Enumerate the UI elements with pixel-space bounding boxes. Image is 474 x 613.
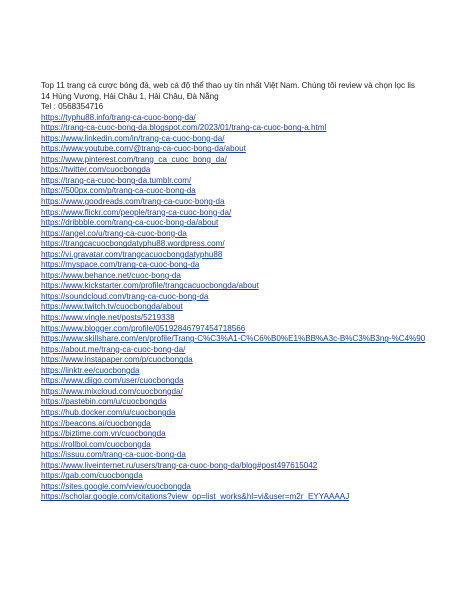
link-item[interactable]: https://www.linkedin.com/in/trang-ca-cuoc-bong-da/ <box>41 133 225 143</box>
link-item[interactable]: https://www.liveinternet.ru/users/trang-ca-cuoc-bong-da/blog#post497615042 <box>41 460 318 470</box>
link-item[interactable]: https://sites.google.com/view/cuocbongda <box>41 481 191 491</box>
link-row <box>41 355 474 366</box>
link-list <box>41 113 474 503</box>
link-item[interactable]: https://twitter.com/cuocbongda <box>41 165 151 175</box>
link-row <box>41 366 474 377</box>
link-row <box>41 429 474 440</box>
link-item[interactable]: https://www.vingle.net/posts/5219338 <box>41 313 175 323</box>
link-row <box>41 450 474 461</box>
link-row <box>41 250 474 261</box>
link-item[interactable]: https://trang-ca-cuoc-bong-da.blogspot.com/2023/01/trang-ca-cuoc-bong-a.html <box>41 123 327 133</box>
address-text: 14 Hùng Vương, Hải Châu 1, Hải Châu, Đà Nẵng <box>41 91 219 101</box>
link-row <box>41 186 474 197</box>
link-row <box>41 218 474 229</box>
link-row <box>41 334 474 345</box>
link-row <box>41 134 474 145</box>
link-row <box>41 419 474 430</box>
link-row <box>41 461 474 472</box>
link-item[interactable]: https://soundcloud.com/trang-ca-cuoc-bong-da <box>41 291 209 301</box>
link-row <box>41 271 474 282</box>
link-row <box>41 239 474 250</box>
link-item[interactable]: https://pastebin.com/u/cuocbongda <box>41 397 167 407</box>
link-item[interactable]: https://www.skillshare.com/en/profile/Trang-C%C3%A1-C%C6%B0%E1%BB%A3c-B%C3%B3ng-%C4%90 <box>41 334 426 344</box>
link-item[interactable]: https://beacons.ai/cuocbongda <box>41 418 151 428</box>
link-item[interactable]: https://gab.com/cuocbongda <box>41 471 143 481</box>
link-item[interactable]: https://www.mixcloud.com/cuocbongda/ <box>41 386 183 396</box>
link-row <box>41 324 474 335</box>
link-item[interactable]: https://dribbble.com/trang-ca-cuoc-bong-da/about <box>41 218 219 228</box>
link-item[interactable]: https://www.blogger.com/profile/05192846797454718566 <box>41 323 246 333</box>
link-item[interactable]: https://scholar.google.com/citations?view_op=list_works&hl=vi&user=m2r_EYYAAAAJ <box>41 492 350 502</box>
phone-text: Tel : 0568354716 <box>41 102 104 112</box>
link-item[interactable]: https://www.youtube.com/@trang-ca-cuoc-bong-da/about <box>41 144 246 154</box>
link-row <box>41 229 474 240</box>
link-row <box>41 302 474 313</box>
link-item[interactable]: https://rollbol.com/cuocbongda <box>41 439 151 449</box>
document-body <box>41 81 474 503</box>
link-row <box>41 260 474 271</box>
link-item[interactable]: https://www.twitch.tv/cuocbongda/about <box>41 302 183 312</box>
link-item[interactable]: https://www.kickstarter.com/profile/trangcacuocbongda/about <box>41 281 259 291</box>
link-row <box>41 387 474 398</box>
link-row <box>41 482 474 493</box>
link-row <box>41 492 474 503</box>
link-item[interactable]: https://500px.com/p/trang-ca-cuoc-bong-da <box>41 186 196 196</box>
link-row <box>41 345 474 356</box>
link-item[interactable]: https://www.pinterest.com/trang_ca_cuoc_bong_da/ <box>41 154 227 164</box>
intro-text: Top 11 trang cá cược bóng đá, web cá độ thể thao uy tín nhất Việt Nam. Chúng tôi review và chọn lọc lis <box>41 81 415 90</box>
link-row <box>41 155 474 166</box>
link-row <box>41 397 474 408</box>
link-row <box>41 313 474 324</box>
link-item[interactable]: https://hub.docker.com/u/cuocbongda <box>41 407 176 417</box>
link-item[interactable]: https://trangcacuocbongdatyphu88.wordpress.com/ <box>41 239 225 249</box>
link-item[interactable]: https://myspace.com/trang-ca-cuoc-bong-da <box>41 260 200 270</box>
link-item[interactable]: https://www.instapaper.com/p/cuocbongda <box>41 355 193 365</box>
link-row <box>41 144 474 155</box>
link-row <box>41 281 474 292</box>
link-row <box>41 471 474 482</box>
link-row <box>41 197 474 208</box>
link-item[interactable]: https://www.flickr.com/people/trang-ca-cuoc-bong-da/ <box>41 207 232 217</box>
link-row <box>41 165 474 176</box>
link-item[interactable]: https://trang-ca-cuoc-bong-da.tumblr.com/ <box>41 175 192 185</box>
link-row <box>41 408 474 419</box>
link-item[interactable]: https://www.diigo.com/user/cuocbongda <box>41 376 184 386</box>
link-row <box>41 292 474 303</box>
link-row <box>41 113 474 124</box>
link-item[interactable]: https://issuu.com/trang-ca-cuoc-bong-da <box>41 450 186 460</box>
link-item[interactable]: https://biztime.com.vn/cuocbongda <box>41 429 166 439</box>
link-item[interactable]: https://about.me/trang-ca-cuoc-bong-da/ <box>41 344 186 354</box>
link-item[interactable]: https://www.goodreads.com/trang-ca-cuoc-bong-da <box>41 197 225 207</box>
link-row <box>41 376 474 387</box>
link-item[interactable]: https://linktr.ee/cuocbongda <box>41 365 140 375</box>
link-item[interactable]: https://www.behance.net/cuoc-bong-da <box>41 270 181 280</box>
link-item[interactable]: https://angel.co/u/trang-ca-cuoc-bong-da <box>41 228 187 238</box>
link-row <box>41 440 474 451</box>
link-row <box>41 176 474 187</box>
link-row <box>41 208 474 219</box>
link-row <box>41 123 474 134</box>
link-item[interactable]: https://vi.gravatar.com/trangcacuocbongdatyphu88 <box>41 249 223 259</box>
link-item[interactable]: https://typhu88.info/trang-ca-cuoc-bong-da/ <box>41 112 196 122</box>
